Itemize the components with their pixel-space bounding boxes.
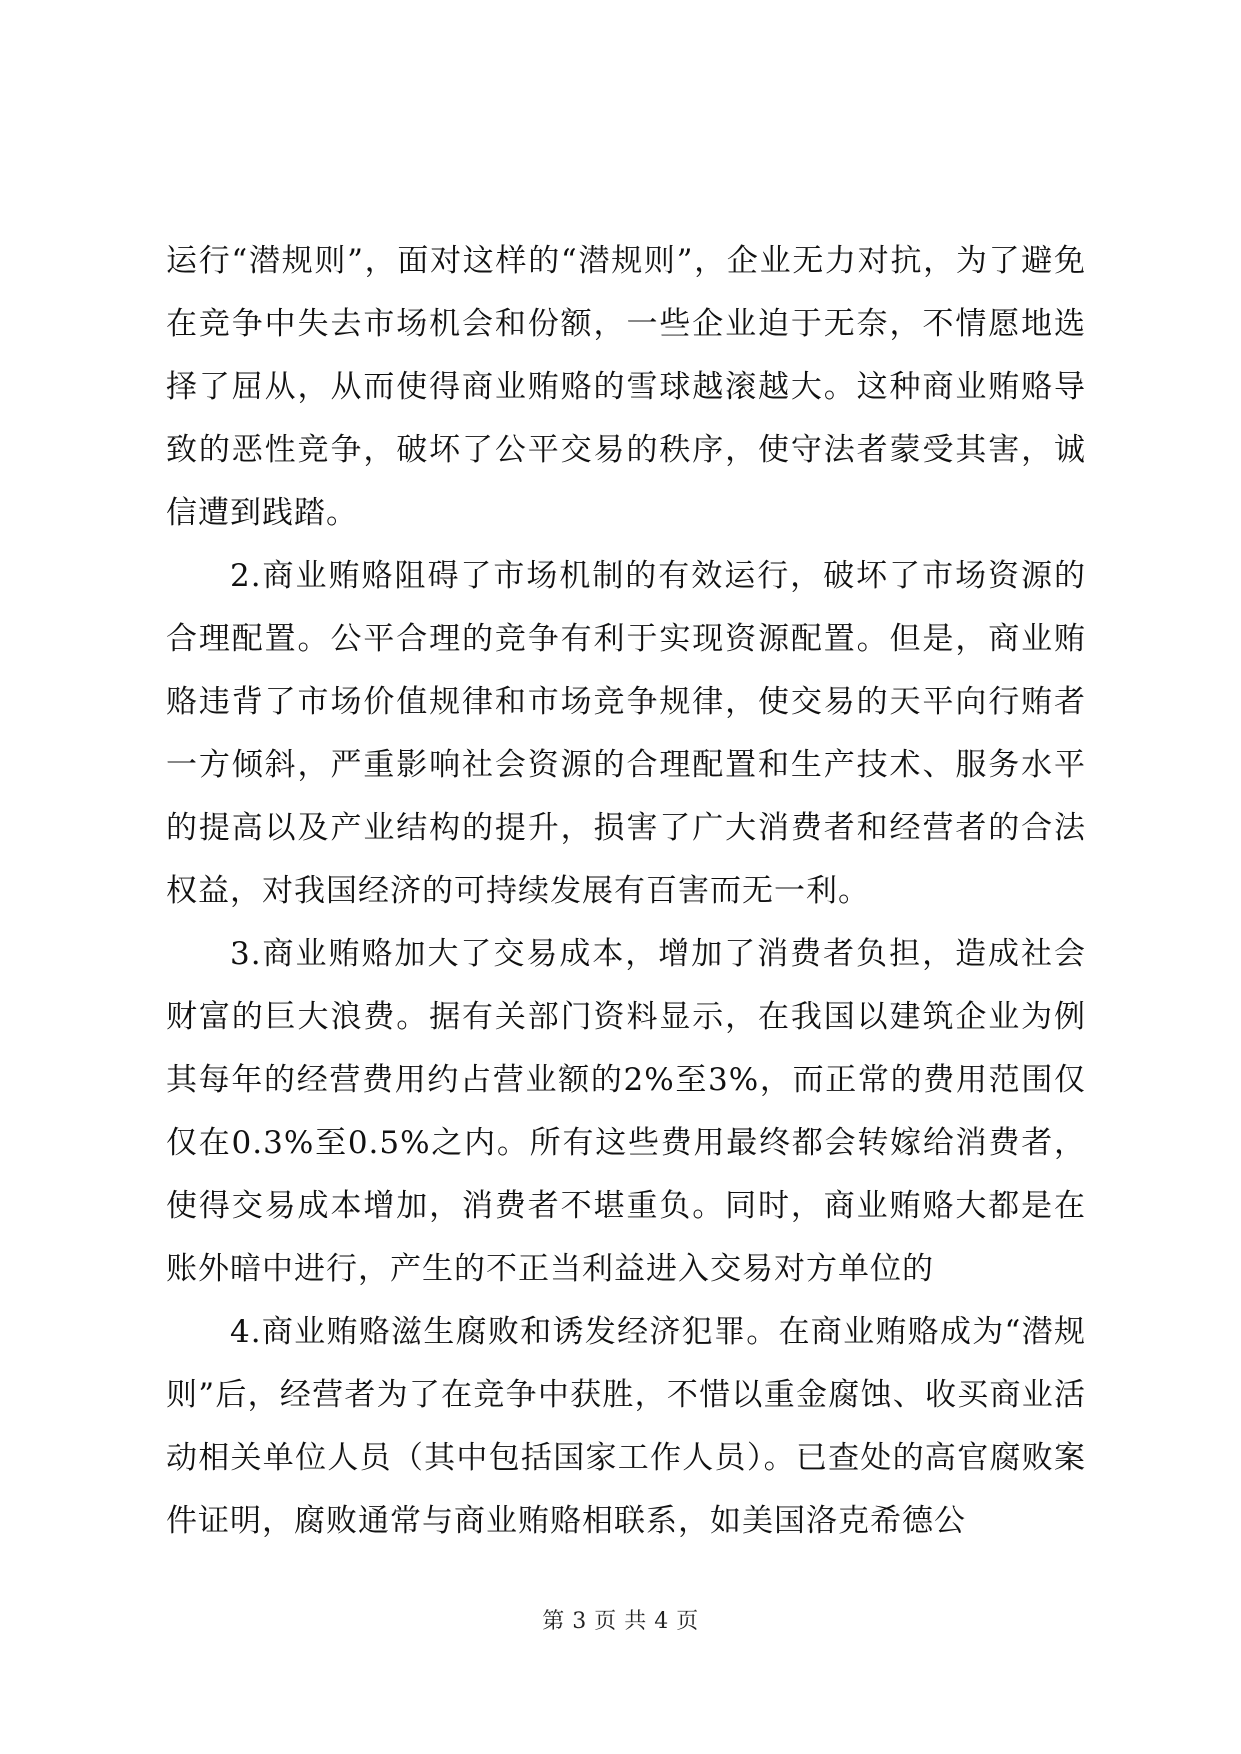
paragraph-point-2: 2.商业贿赂阻碍了市场机制的有效运行，破坏了市场资源的合理配置。公平合理的竞争有利于实现资源配置。但是，商业贿赂违背了市场价值规律和市场竞争规律，使交易的天平向行贿者一方倾斜，严重影响社会资源的合理配置和生产技术、服务水平的提高以及产业结构的提升，损害了广大消费者和经营者的合法权益，对我国经济的可持续发展有百害而无一利。 bbox=[166, 558, 1086, 909]
document-body bbox=[166, 230, 1086, 1553]
page-footer: 第 3 页 共 4 页 bbox=[542, 1609, 699, 1634]
paragraph-point-4: 4.商业贿赂滋生腐败和诱发经济犯罪。在商业贿赂成为“潜规则”后，经营者为了在竞争中获胜，不惜以重金腐蚀、收买商业活动相关单位人员（其中包括国家工作人员）。已查处的高官腐败案件证明，腐败通常与商业贿赂相联系，如美国洛克希德公 bbox=[166, 1314, 1086, 1539]
paragraph-point-3: 3.商业贿赂加大了交易成本，增加了消费者负担，造成社会财富的巨大浪费。据有关部门资料显示，在我国以建筑企业为例其每年的经营费用约占营业额的2%至3%，而正常的费用范围仅仅在0.3%至0.5%之内。所有这些费用最终都会转嫁给消费者，使得交易成本增加，消费者不堪重负。同时，商业贿赂大都是在账外暗中进行，产生的不正当利益进入交易对方单位的 bbox=[166, 936, 1086, 1287]
paragraph-continued: 运行“潜规则”，面对这样的“潜规则”，企业无力对抗，为了避免在竞争中失去市场机会和份额，一些企业迫于无奈，不情愿地选择了屈从，从而使得商业贿赂的雪球越滚越大。这种商业贿赂导致的恶性竞争，破坏了公平交易的秩序，使守法者蒙受其害，诚信遭到践踏。 bbox=[166, 243, 1086, 531]
